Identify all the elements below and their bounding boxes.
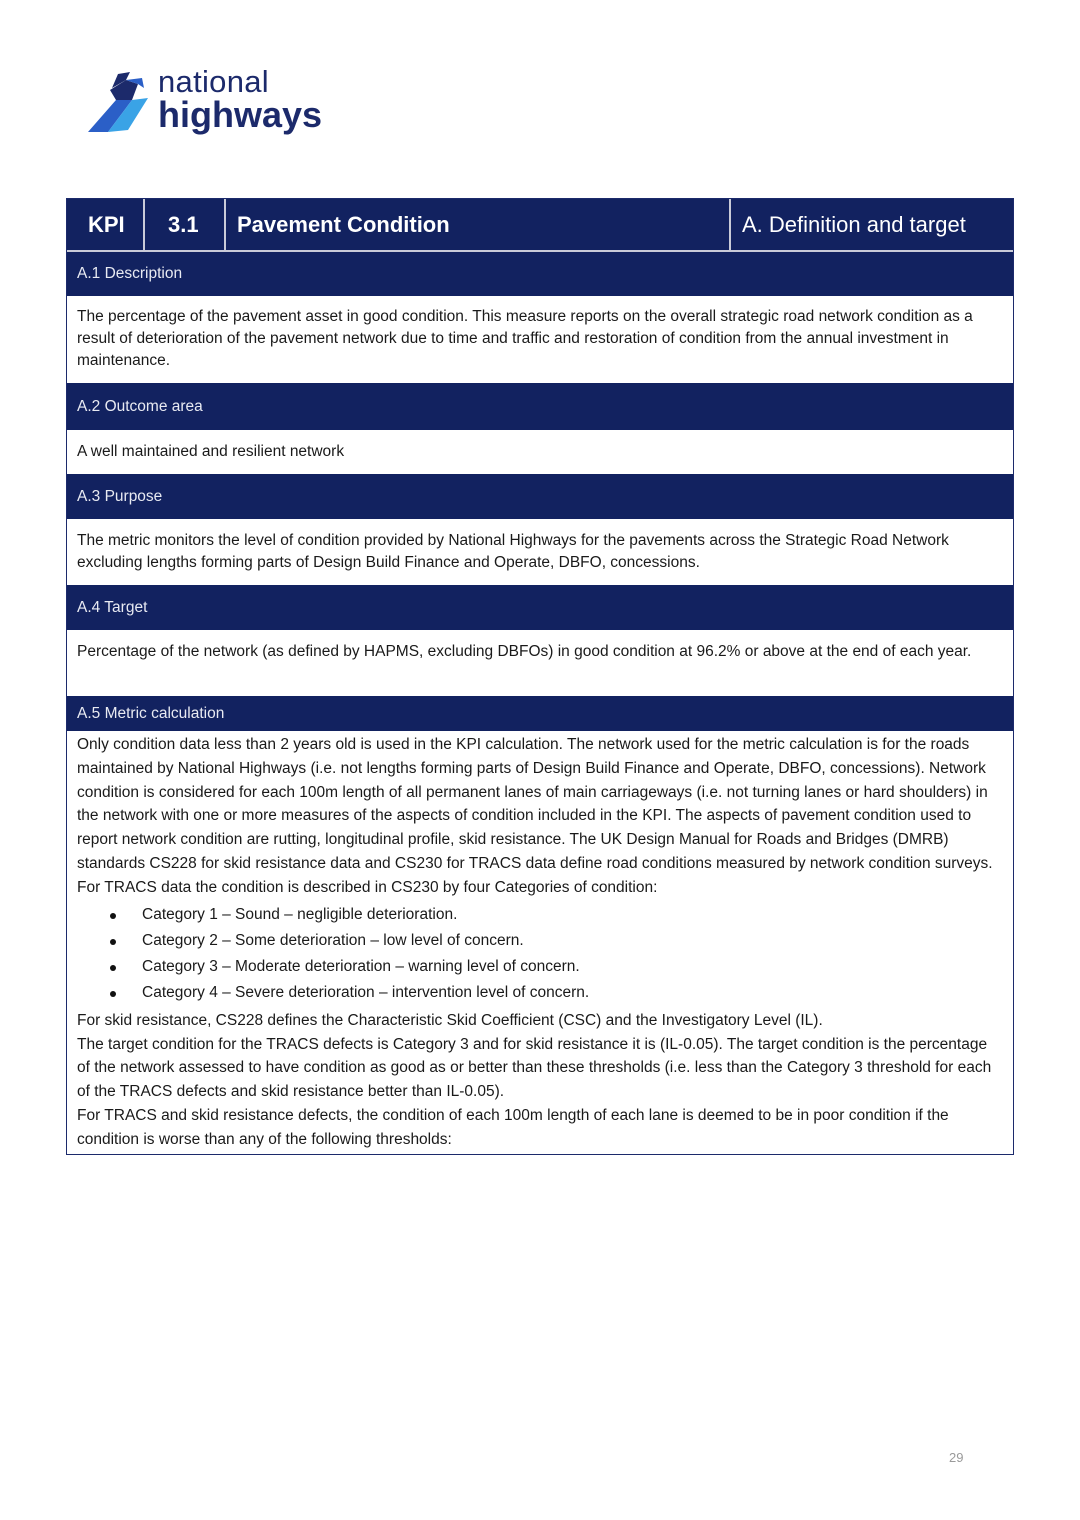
- kpi-section-title: A. Definition and target: [742, 211, 966, 237]
- national-highways-logo: [86, 62, 326, 148]
- list-item: Category 2 – Some deterioration – low level of concern.: [77, 928, 1003, 954]
- metric-paragraph-target: The target condition for the TRACS defects is Category 3 and for skid resistance it is (IL-0.05). The target condition is the percentage of the network assessed to have condition as good as or better than these thresholds (i.e. less than the Category 3 threshold for each of the TRACS defects and skid resistance better than IL-0.05).: [77, 1035, 992, 1101]
- purpose-heading: A.3 Purpose: [67, 474, 1013, 519]
- outcome-text: A well maintained and resilient network: [77, 443, 345, 460]
- page-number: 29: [949, 1450, 964, 1465]
- bullet-icon: [110, 939, 116, 945]
- metric-body: [67, 731, 1013, 1154]
- outcome-heading: A.2 Outcome area: [67, 384, 1013, 430]
- logo-text-highways: highways: [158, 94, 323, 135]
- target-heading: A.4 Target: [67, 585, 1013, 630]
- kpi-label: KPI: [67, 199, 145, 250]
- logo-mark-icon: [86, 68, 156, 138]
- description-heading: A.1 Description: [67, 252, 1013, 296]
- kpi-header-row: [67, 199, 1013, 252]
- metric-heading: A.5 Metric calculation: [67, 696, 1013, 731]
- metric-paragraph-thresholds: For TRACS and skid resistance defects, the condition of each 100m length of each lane is deemed to be in poor condition if the condition is worse than any of the following thresholds:: [77, 1106, 949, 1148]
- list-item: Category 1 – Sound – negligible deterioration.: [77, 902, 1003, 928]
- bullet-icon: [110, 991, 116, 997]
- metric-paragraph-skid: For skid resistance, CS228 defines the Characteristic Skid Coefficient (CSC) and the Investigatory Level (IL).: [77, 1011, 823, 1029]
- kpi-table: [66, 198, 1014, 1155]
- list-item: Category 3 – Moderate deterioration – warning level of concern.: [77, 954, 1003, 980]
- target-text: Percentage of the network (as defined by HAPMS, excluding DBFOs) in good condition at 96.2% or above at the end of each year.: [77, 643, 972, 660]
- list-item: Category 4 – Severe deterioration – intervention level of concern.: [77, 980, 1003, 1006]
- kpi-number: 3.1: [145, 199, 226, 250]
- metric-intro: Only condition data less than 2 years old is used in the KPI calculation. The network used for the metric calculation is for the roads maintained by National Highways (i.e. not lengths forming parts of Design Build Finance and Operate, DBFO, concessions). Network condition is considered for each 100m length of all permanent lanes of main carriageways (i.e. not turning lanes or hard shoulders) in the network with one or more measures of the aspects of condition included in the KPI. The aspects of pavement condition used to report network condition are rutting, longitudinal profile, skid resistance. The UK Design Manual for Roads and Bridges (DMRB) standards CS228 for skid resistance data and CS230 for TRACS data define road conditions measured by network condition surveys. For TRACS data the condition is described in CS230 by four Categories of condition:: [77, 736, 993, 896]
- kpi-title: Pavement Condition: [226, 199, 731, 250]
- description-text: The percentage of the pavement asset in good condition. This measure reports on the overall strategic road network condition as a result of deterioration of the pavement network due to time and traffic and restoration of condition from the annual investment in maintenance.: [67, 296, 1013, 384]
- purpose-text: The metric monitors the level of condition provided by National Highways for the pavements across the Strategic Road Network excluding lengths forming parts of Design Build Finance and Operate, DBFO, concessions.: [77, 532, 949, 571]
- bullet-icon: [110, 913, 116, 919]
- bullet-icon: [110, 965, 116, 971]
- logo-text-national: national: [158, 64, 269, 99]
- category-list: [77, 902, 1003, 1007]
